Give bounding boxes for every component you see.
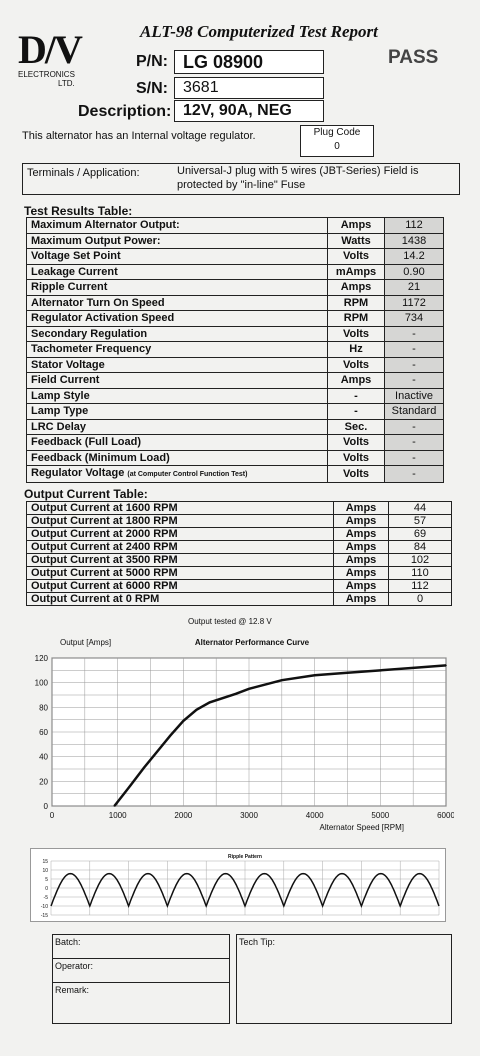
x-tick-label: 5000 — [371, 811, 390, 820]
test-result-unit: Volts — [328, 466, 385, 483]
ripple-y-tick: 10 — [42, 868, 48, 874]
batch-label: Batch: — [55, 937, 81, 947]
curve-point — [380, 670, 382, 672]
test-result-value: 0.90 — [385, 264, 444, 280]
output-current-value: 84 — [389, 541, 452, 554]
test-result-name-text: Feedback (Minimum Load) — [31, 451, 170, 464]
output-current-row — [27, 554, 452, 567]
test-result-row — [27, 435, 444, 451]
test-result-name — [27, 357, 328, 373]
test-result-row — [27, 342, 444, 358]
test-result-unit: - — [328, 404, 385, 420]
y-axis-label: Output [Amps] — [60, 638, 112, 647]
curve-point — [248, 688, 250, 690]
test-result-unit: RPM — [328, 311, 385, 327]
test-result-name-text: Maximum Output Power: — [31, 234, 161, 247]
test-result-name-text: Lamp Type — [31, 405, 89, 418]
regulator-note: This alternator has an Internal voltage regulator. — [22, 130, 256, 142]
test-result-unit: - — [328, 388, 385, 404]
x-tick-label: 2000 — [174, 811, 193, 820]
test-result-name-text: Lamp Style — [31, 389, 90, 402]
test-result-name-text: Leakage Current — [31, 265, 118, 278]
test-result-value: - — [385, 342, 444, 358]
test-result-name-text: Alternator Turn On Speed — [31, 296, 165, 309]
remark-label: Remark: — [55, 985, 90, 995]
test-result-value: - — [385, 450, 444, 466]
test-result-value: 21 — [385, 280, 444, 296]
output-current-value: 44 — [389, 502, 452, 515]
curve-point — [130, 784, 132, 786]
test-result-row — [27, 419, 444, 435]
output-current-unit: Amps — [334, 541, 389, 554]
output-current-row — [27, 528, 452, 541]
curve-point — [412, 667, 414, 669]
test-result-value: - — [385, 326, 444, 342]
output-current-unit: Amps — [334, 554, 389, 567]
output-current-name — [27, 502, 334, 515]
performance-chart — [22, 632, 454, 838]
curve-point — [143, 767, 145, 769]
test-result-value: 734 — [385, 311, 444, 327]
test-result-value: Inactive — [385, 388, 444, 404]
test-result-name-note: (at Computer Control Function Test) — [127, 471, 248, 478]
test-result-row — [27, 218, 444, 234]
plug-code-value: 0 — [334, 141, 340, 152]
test-result-name — [27, 342, 328, 358]
output-current-name-text: Output Current at 1800 RPM — [31, 515, 178, 527]
test-result-name — [27, 404, 328, 420]
output-current-unit: Amps — [334, 528, 389, 541]
curve-point — [347, 672, 349, 674]
test-result-unit: Amps — [328, 373, 385, 389]
test-result-unit: Volts — [328, 249, 385, 265]
report-title: ALT-98 Computerized Test Report — [140, 22, 378, 41]
test-result-value: - — [385, 435, 444, 451]
output-current-unit: Amps — [334, 502, 389, 515]
ripple-y-tick: 0 — [45, 886, 48, 892]
test-result-unit: Volts — [328, 435, 385, 451]
output-current-unit: Amps — [334, 567, 389, 580]
plug-code-label: Plug Code — [313, 127, 361, 138]
y-tick-label: 60 — [39, 728, 48, 737]
test-result-value: - — [385, 419, 444, 435]
test-result-value: - — [385, 466, 444, 483]
test-result-name-text: Stator Voltage — [31, 358, 105, 371]
output-current-name-text: Output Current at 0 RPM — [31, 593, 160, 605]
pn-value: LG 08900 — [174, 50, 324, 74]
x-tick-label: 4000 — [305, 811, 324, 820]
x-axis-label: Alternator Speed [RPM] — [319, 823, 404, 832]
test-result-name-text: Maximum Alternator Output: — [31, 219, 180, 232]
output-current-name — [27, 593, 334, 606]
test-result-row — [27, 249, 444, 265]
test-result-row — [27, 326, 444, 342]
output-current-value: 102 — [389, 554, 452, 567]
test-result-name-text: Field Current — [31, 374, 100, 387]
operator-label: Operator: — [55, 961, 94, 971]
terminals-box — [22, 163, 460, 195]
terminals-line2: protected by "in-line" Fuse — [177, 179, 306, 191]
ripple-y-tick: -5 — [43, 895, 48, 901]
pn-label: P/N: — [136, 53, 168, 70]
operator-field — [53, 959, 229, 983]
result-badge: PASS — [388, 47, 439, 68]
test-result-name — [27, 233, 328, 249]
y-tick-label: 40 — [39, 752, 48, 762]
test-result-value: - — [385, 357, 444, 373]
test-result-row — [27, 295, 444, 311]
test-result-value: 1172 — [385, 295, 444, 311]
test-result-name — [27, 249, 328, 265]
curve-point — [209, 702, 211, 704]
test-result-unit: Hz — [328, 342, 385, 358]
test-result-value: - — [385, 373, 444, 389]
logo-line1: ELECTRONICS — [18, 70, 75, 79]
test-result-name-text: Feedback (Full Load) — [31, 436, 142, 449]
ripple-y-tick: 5 — [45, 877, 48, 883]
plug-code-box — [300, 125, 374, 157]
output-current-name — [27, 528, 334, 541]
test-result-unit: mAmps — [328, 264, 385, 280]
output-current-unit: Amps — [334, 593, 389, 606]
description-value: 12V, 90A, NEG — [174, 100, 324, 122]
y-tick-label: 100 — [34, 678, 48, 688]
output-current-value: 112 — [389, 580, 452, 593]
output-current-row — [27, 541, 452, 554]
output-current-value: 0 — [389, 593, 452, 606]
test-result-row — [27, 404, 444, 420]
test-result-name-text: LRC Delay — [31, 420, 87, 433]
terminals-label: Terminals / Application: — [27, 167, 140, 179]
test-result-value: 1438 — [385, 233, 444, 249]
sn-value: 3681 — [174, 77, 324, 99]
ripple-chart — [31, 849, 445, 921]
x-tick-label: 6000 — [437, 811, 454, 820]
output-current-name — [27, 580, 334, 593]
test-result-row — [27, 373, 444, 389]
output-current-name — [27, 567, 334, 580]
test-result-value: 112 — [385, 218, 444, 234]
y-tick-label: 0 — [43, 802, 48, 811]
ripple-y-tick: 15 — [42, 859, 48, 865]
test-result-name-text: Regulator Voltage — [31, 467, 125, 479]
test-result-name — [27, 435, 328, 451]
test-result-name-text: Ripple Current — [31, 281, 108, 294]
output-current-name-text: Output Current at 1600 RPM — [31, 502, 178, 514]
test-result-unit: Volts — [328, 357, 385, 373]
test-result-value: Standard — [385, 404, 444, 420]
curve-point — [314, 674, 316, 676]
company-logo — [18, 27, 128, 96]
ripple-title: Ripple Pattern — [228, 854, 262, 860]
test-result-unit: Volts — [328, 326, 385, 342]
test-result-row — [27, 311, 444, 327]
output-table-title: Output Current Table: — [24, 487, 148, 501]
test-result-row — [27, 388, 444, 404]
output-current-row — [27, 580, 452, 593]
x-tick-label: 0 — [49, 811, 55, 820]
output-current-row — [27, 502, 452, 515]
ripple-y-tick: -15 — [40, 913, 48, 919]
test-result-row — [27, 466, 444, 483]
terminals-line1: Universal-J plug with 5 wires (JBT-Series) Field is — [177, 165, 419, 177]
x-tick-label: 1000 — [108, 811, 127, 820]
test-results-title: Test Results Table: — [24, 204, 133, 218]
output-current-row — [27, 515, 452, 528]
tech-tip-box — [236, 934, 452, 1024]
signature-box — [52, 934, 230, 1024]
chart-title: Alternator Performance Curve — [194, 638, 310, 647]
test-result-name-text: Regulator Activation Speed — [31, 312, 175, 325]
test-result-name — [27, 466, 328, 483]
test-result-value: 14.2 — [385, 249, 444, 265]
tech-tip-label: Tech Tip: — [239, 937, 276, 947]
test-result-name — [27, 419, 328, 435]
test-result-name-text: Voltage Set Point — [31, 250, 121, 263]
output-current-name-text: Output Current at 2400 RPM — [31, 541, 178, 553]
curve-point — [196, 709, 198, 711]
output-current-row — [27, 567, 452, 580]
test-result-unit: Amps — [328, 218, 385, 234]
test-result-unit: Sec. — [328, 419, 385, 435]
y-tick-label: 120 — [34, 654, 48, 663]
output-current-name-text: Output Current at 2000 RPM — [31, 528, 178, 540]
test-result-name — [27, 326, 328, 342]
output-current-row — [27, 593, 452, 606]
y-tick-label: 20 — [39, 777, 48, 787]
test-result-row — [27, 280, 444, 296]
output-current-unit: Amps — [334, 580, 389, 593]
test-result-unit: Volts — [328, 450, 385, 466]
test-result-name — [27, 373, 328, 389]
curve-point — [169, 735, 171, 737]
curve-point — [156, 751, 158, 753]
test-result-name — [27, 295, 328, 311]
output-current-name — [27, 515, 334, 528]
ripple-y-tick: -10 — [40, 904, 48, 910]
test-result-row — [27, 357, 444, 373]
sn-label: S/N: — [136, 80, 168, 97]
test-result-unit: RPM — [328, 295, 385, 311]
logo-line2: LTD. — [58, 79, 75, 88]
y-tick-label: 80 — [39, 703, 48, 713]
output-current-unit: Amps — [334, 515, 389, 528]
test-result-row — [27, 233, 444, 249]
test-result-name — [27, 311, 328, 327]
output-current-value: 110 — [389, 567, 452, 580]
test-result-row — [27, 264, 444, 280]
output-test-note: Output tested @ 12.8 V — [188, 617, 272, 626]
test-result-name — [27, 218, 328, 234]
curve-point — [281, 679, 283, 681]
output-current-name-text: Output Current at 6000 RPM — [31, 580, 178, 592]
curve-point — [235, 693, 237, 695]
output-current-name — [27, 541, 334, 554]
batch-field — [53, 935, 229, 959]
curve-point — [114, 805, 116, 807]
test-result-row — [27, 450, 444, 466]
logo-mark: D/V — [18, 27, 81, 72]
test-result-name — [27, 264, 328, 280]
test-result-name-text: Tachometer Frequency — [31, 343, 152, 356]
test-result-unit: Watts — [328, 233, 385, 249]
test-results-table — [26, 217, 444, 483]
x-tick-label: 3000 — [240, 811, 258, 820]
performance-chart-area — [22, 632, 454, 838]
output-current-value: 57 — [389, 515, 452, 528]
test-result-unit: Amps — [328, 280, 385, 296]
output-current-name — [27, 554, 334, 567]
curve-point — [183, 720, 185, 722]
output-current-name-text: Output Current at 5000 RPM — [31, 567, 178, 579]
curve-point — [445, 665, 447, 667]
remark-field — [53, 983, 229, 997]
description-label: Description: — [78, 103, 172, 120]
ripple-chart-area — [30, 848, 446, 922]
test-result-name — [27, 388, 328, 404]
test-result-name — [27, 280, 328, 296]
test-result-name — [27, 450, 328, 466]
output-current-name-text: Output Current at 3500 RPM — [31, 554, 178, 566]
test-result-name-text: Secondary Regulation — [31, 327, 148, 340]
output-current-value: 69 — [389, 528, 452, 541]
output-current-table — [26, 501, 452, 606]
